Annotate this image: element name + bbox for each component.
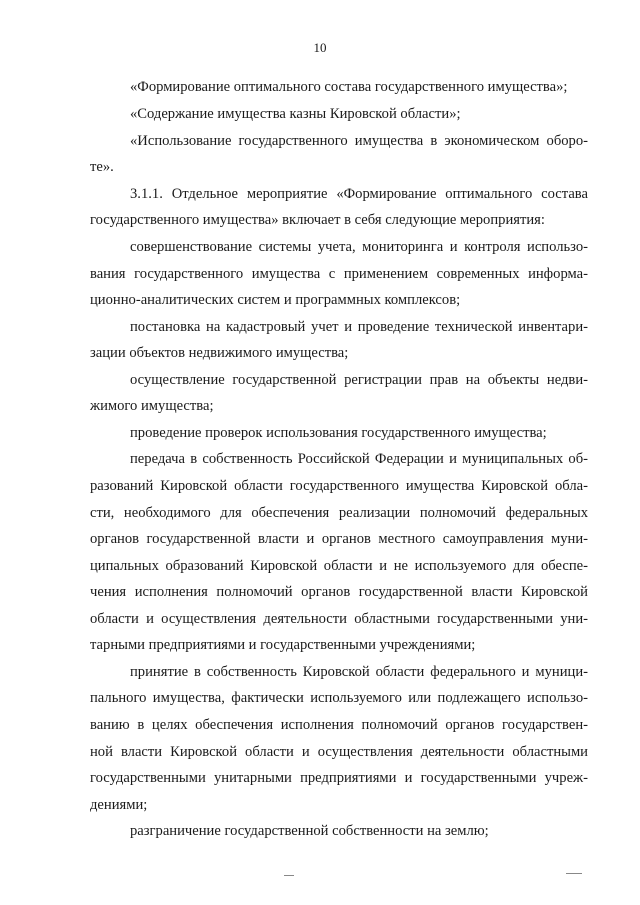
text-line: государственными унитарными предприятиями и государственными учреж- [90, 770, 588, 786]
text-line: «Содержание имущества казны Кировской области»; [130, 106, 461, 122]
text-line: «Формирование оптимального состава государственного имущества»; [130, 79, 568, 95]
text-line: постановка на кадастровый учет и проведение технической инвентари- [130, 319, 588, 335]
text-line: сти, необходимого для обеспечения реализации полномочий федеральных [90, 505, 588, 521]
text-line: тарными предприятиями и государственными учреждениями; [90, 637, 476, 653]
scan-mark [566, 873, 582, 874]
text-line: совершенствование системы учета, мониторинга и контроля использо- [130, 239, 588, 255]
text-line: дениями; [90, 797, 148, 813]
text-line: чения исполнения полномочий органов государственной власти Кировской [90, 584, 588, 600]
text-line: принятие в собственность Кировской области федерального и муници- [130, 664, 588, 680]
text-line: органов государственной власти и органов местного самоуправления муни- [90, 531, 588, 547]
text-line: пального имущества, фактически используемого или подлежащего использо- [90, 690, 588, 706]
text-line: те». [90, 159, 114, 175]
text-line: вания государственного имущества с применением современных информа- [90, 266, 588, 282]
text-line: государственного имущества» включает в себя следующие мероприятия: [90, 212, 545, 228]
scan-mark [284, 875, 294, 876]
text-line: осуществление государственной регистрации прав на объекты недви- [130, 372, 588, 388]
text-line: разграничение государственной собственности на землю; [130, 823, 489, 839]
text-line: ципальных образований Кировской области и не используемого для обеспе- [90, 558, 588, 574]
text-line: ционно-аналитических систем и программных комплексов; [90, 292, 461, 308]
text-line: жимого имущества; [90, 398, 214, 414]
text-line: «Использование государственного имущества в экономическом оборо- [130, 133, 588, 149]
text-line: ванию в целях обеспечения исполнения полномочий органов государствен- [90, 717, 588, 733]
page-number: 10 [313, 40, 327, 55]
text-line: области и осуществления деятельности областными государственными уни- [90, 611, 588, 627]
text-line: проведение проверок использования государственного имущества; [130, 425, 547, 441]
text-line: ной власти Кировской области и осуществления деятельности областными [90, 744, 588, 760]
text-line: 3.1.1. Отдельное мероприятие «Формирование оптимального состава [130, 186, 588, 202]
text-line: зации объектов недвижимого имущества; [90, 345, 349, 361]
text-line: передача в собственность Российской Федерации и муниципальных об- [130, 451, 588, 467]
text-line: разований Кировской области государственного имущества Кировской обла- [90, 478, 588, 494]
